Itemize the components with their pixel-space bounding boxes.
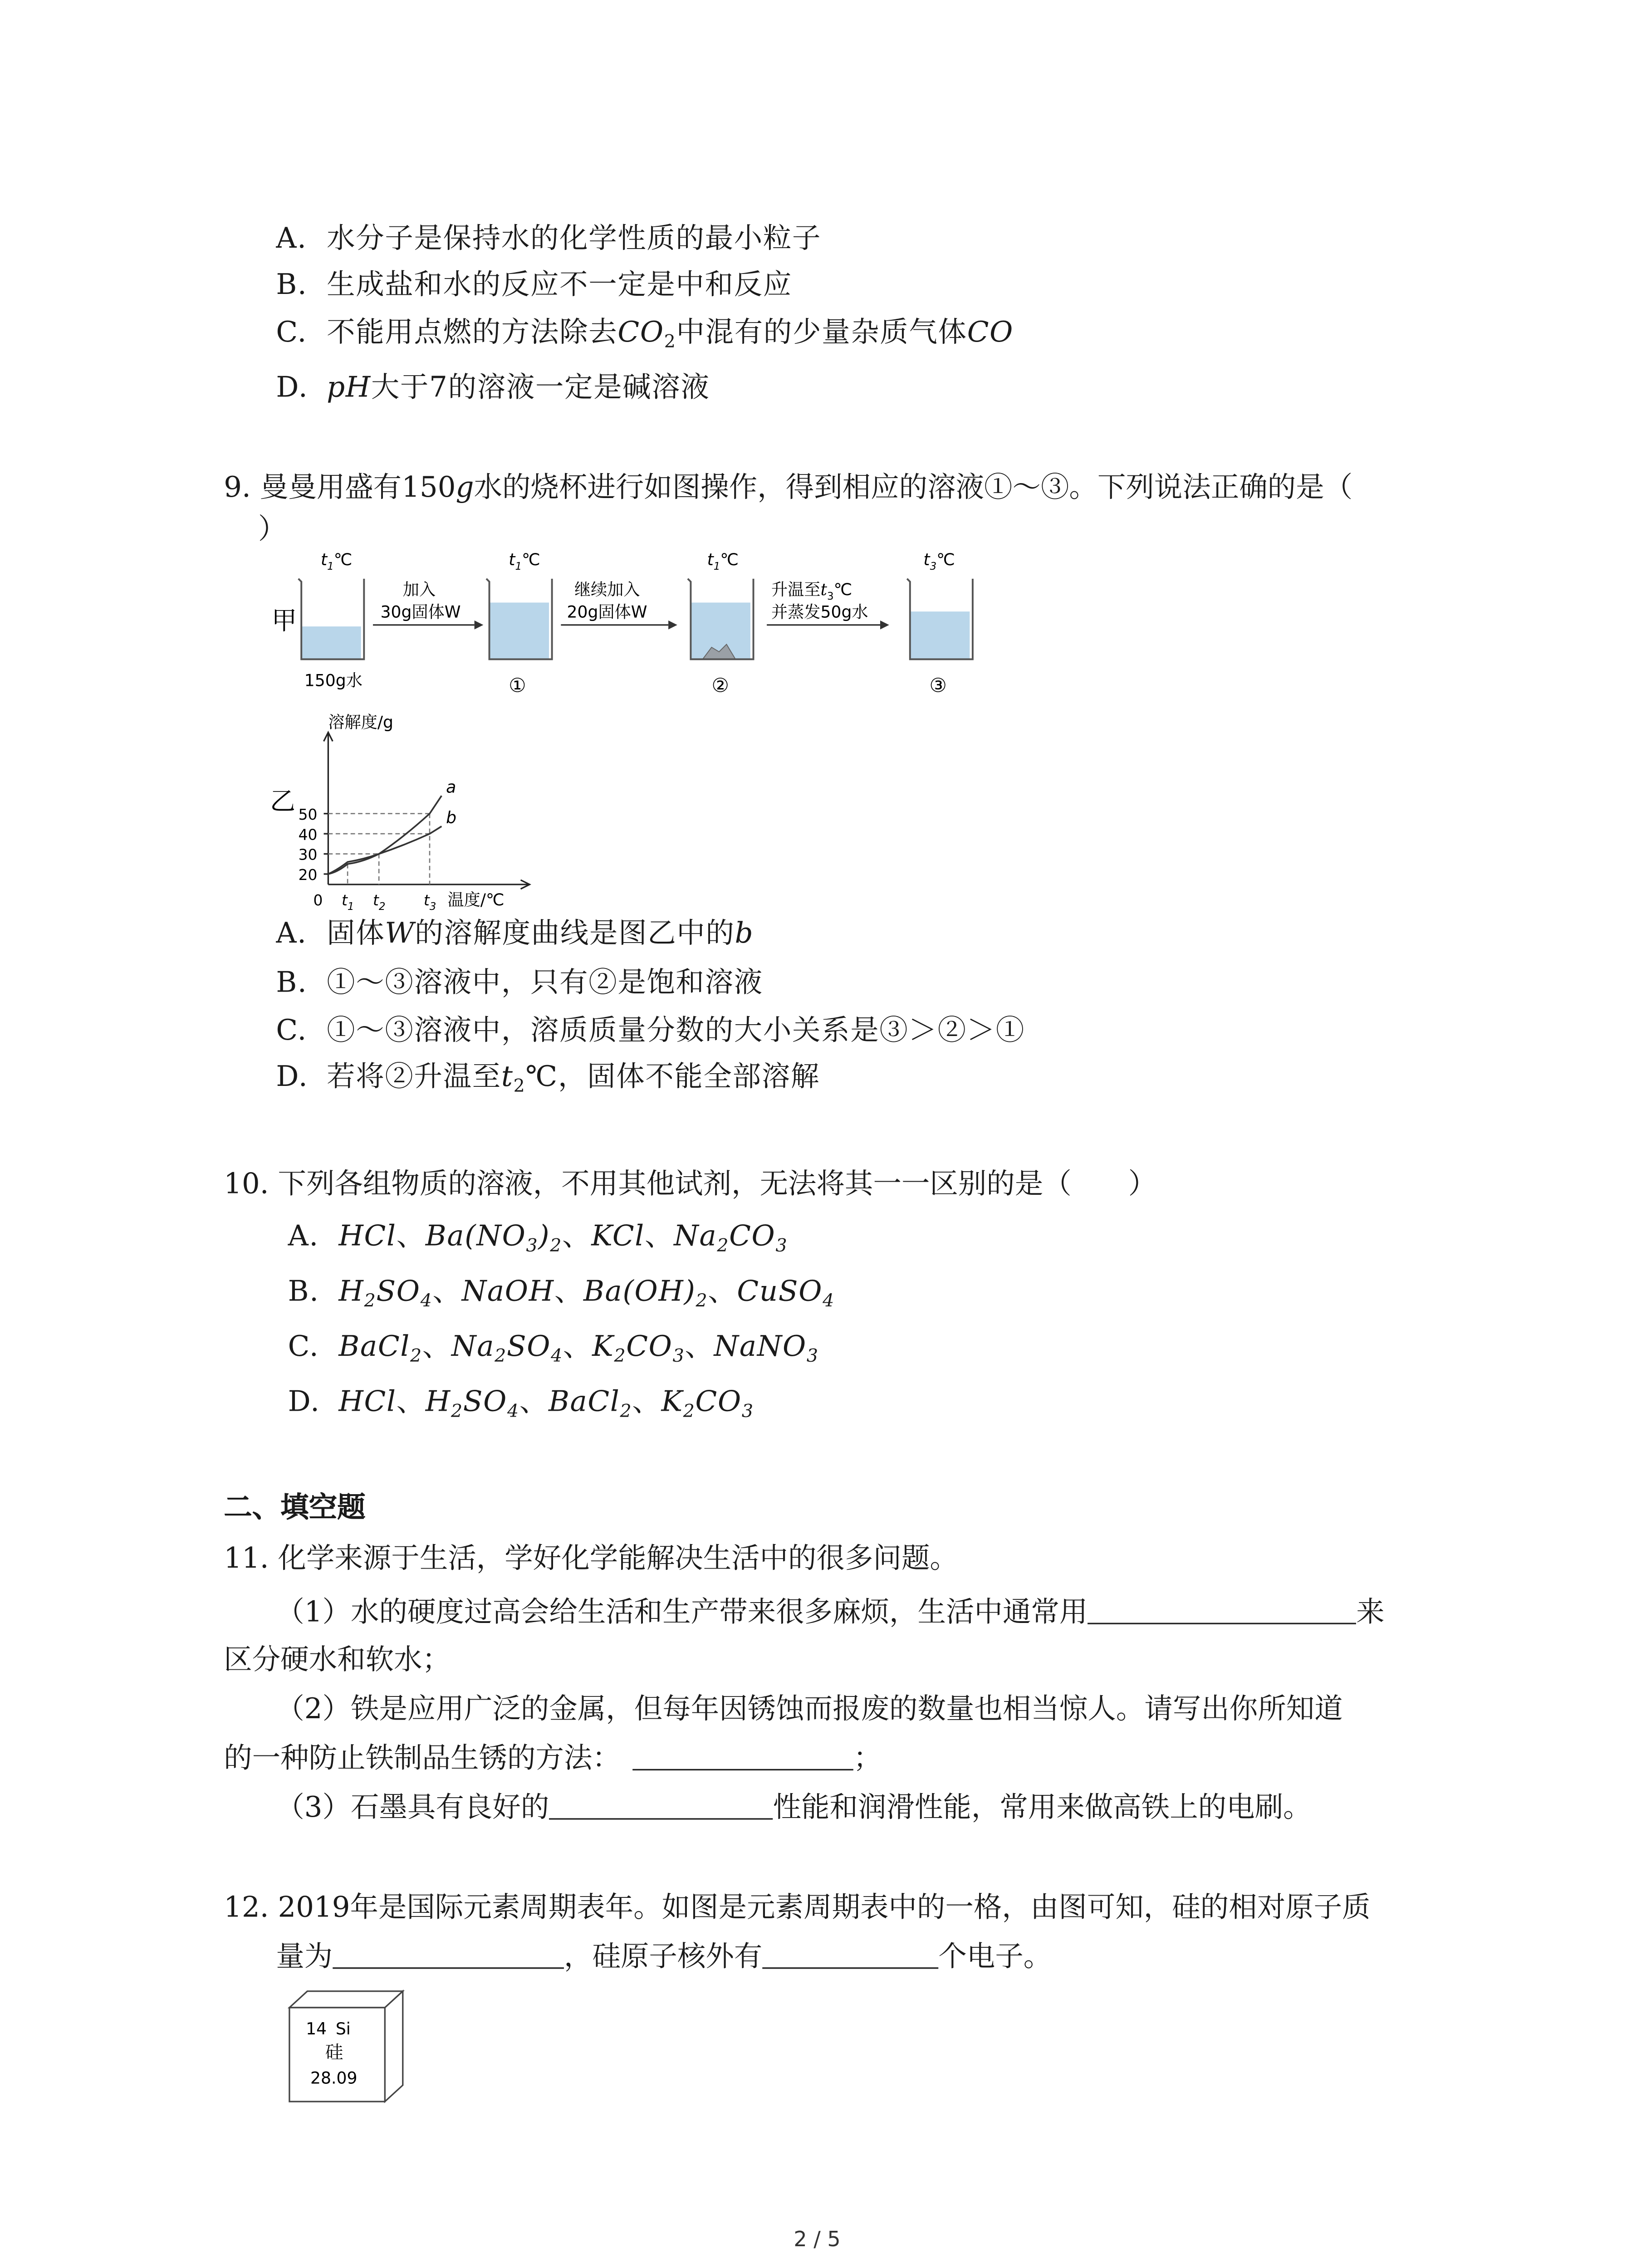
- beaker-solution-1: [486, 550, 552, 697]
- variable: W: [385, 917, 415, 950]
- svg-text:t1℃: $t_1℃$: [509, 550, 540, 573]
- option-text: 固体: [327, 917, 385, 950]
- stem-text: ；: [853, 1742, 882, 1775]
- q12-stem: [224, 1888, 1370, 1927]
- q11-part-2: （2）铁是应用广泛的金属，但每年因锈蚀而报废的数量也相当惊人。请写出你所知道: [276, 1693, 1343, 1726]
- svg-text:t3℃: $t_3℃$: [923, 550, 955, 573]
- option-text: 的溶液一定是碱溶液: [448, 371, 710, 405]
- option-label: B.: [276, 268, 308, 302]
- y-tick-label-40: 40: [298, 826, 318, 844]
- svg-text:t1℃: $t_1℃$: [707, 550, 739, 573]
- beaker-initial: [299, 550, 364, 690]
- step-1-arrow: [373, 580, 483, 630]
- beaker-solution-2: [688, 550, 754, 697]
- answer-blank-4[interactable]: [333, 1941, 564, 1969]
- option-text: 生成盐和水的反应不一定是中和反应: [327, 268, 793, 302]
- curve-label-b: b: [446, 808, 457, 828]
- option-text: 中混有的少量杂质气体: [676, 316, 967, 349]
- q10-option-b: B. $H_2SO_4$、NaOH、$Ba(OH)_2$、CuSO$_4$: [288, 1272, 835, 1320]
- stem-text: 的一种防止铁制品生锈的方法：: [224, 1742, 621, 1775]
- y-tick-label-20: 20: [298, 866, 318, 884]
- q10-option-a: A. HCl、$Ba(NO_3)_2$、KCl、$Na_2CO_3$: [288, 1217, 788, 1265]
- svg-text:30g固体W: 30g固体W: [380, 602, 461, 622]
- stem-text: 曼曼用盛有: [260, 471, 402, 504]
- answer-blank-3[interactable]: [549, 1791, 773, 1819]
- q10-option-c: C. BaCl$_2$、$Na_2SO_4$、$K_2CO_3$、NaNO$_3$: [288, 1327, 819, 1375]
- figure-yi-solubility-chart: [261, 705, 544, 917]
- variable: t: [501, 1060, 514, 1094]
- element-name: 硅: [325, 2042, 343, 2063]
- q8-option-a: [276, 219, 821, 258]
- q11-part-2-cont: [224, 1739, 882, 1778]
- origin-label: 0: [313, 891, 323, 909]
- option-text: ℃，固体不能全部溶解: [525, 1060, 820, 1094]
- q11-part-3: [276, 1789, 1311, 1827]
- q9-option-c: [276, 1011, 1025, 1050]
- svg-text:继续加入: 继续加入: [574, 579, 640, 599]
- q10-option-d: D. HCl、$H_2SO_4$、BaCl$_2$、$K_2CO_3$: [288, 1383, 754, 1430]
- figure-jia: [265, 540, 996, 707]
- stem-text: 水的烧杯进行如图操作，得到相应的溶液①～③。下列说法正确的是（: [474, 471, 1353, 504]
- option-text: ①～③溶液中，溶质质量分数的大小关系是③＞②＞①: [327, 1014, 1025, 1047]
- variable: b: [735, 917, 754, 950]
- x-tick-label-t1: $t_1$: [341, 891, 354, 913]
- svg-text:并蒸发50g水: 并蒸发50g水: [771, 602, 868, 622]
- element-cell-silicon: [284, 1987, 418, 2106]
- option-label: A.: [276, 917, 307, 950]
- q9-option-d: [276, 1057, 820, 1105]
- subscript: 2: [513, 1075, 526, 1096]
- option-label: B.: [288, 1275, 319, 1308]
- answer-blank-5[interactable]: [762, 1941, 938, 1969]
- x-tick-label-t2: $t_2$: [373, 891, 386, 913]
- stem-text: 下列各组物质的溶液，不用其他试剂，无法将其一一区别的是（ ）: [278, 1168, 1157, 1201]
- formula: CO: [617, 316, 664, 349]
- stem-text: 性能和润滑性能，常用来做高铁上的电刷。: [773, 1791, 1312, 1824]
- step-2-arrow: [561, 580, 677, 630]
- y-axis-label: 溶解度/g: [328, 712, 394, 732]
- svg-text:升温至t3℃: 升温至$t_3℃$: [771, 579, 852, 602]
- answer-blank-1[interactable]: [1087, 1596, 1356, 1624]
- question-number: 10.: [224, 1168, 269, 1201]
- stem-text: 来: [1356, 1596, 1385, 1629]
- option-text: 若将②升温至: [327, 1060, 501, 1094]
- unit: g: [456, 471, 474, 504]
- number: 150: [402, 471, 456, 504]
- option-text: 水分子是保持水的化学性质的最小粒子: [327, 222, 822, 255]
- option-text: 的溶解度曲线是图乙中的: [415, 917, 735, 950]
- option-label: B.: [276, 966, 308, 1000]
- solution-3-label: ③: [929, 674, 947, 697]
- atomic-number: 14: [306, 2019, 327, 2039]
- svg-text:20g固体W: 20g固体W: [567, 602, 647, 622]
- q11-stem: [224, 1539, 958, 1578]
- formula: CO: [967, 316, 1014, 349]
- x-tick-label-t3: $t_3$: [423, 891, 436, 913]
- atomic-mass: 28.09: [310, 2068, 358, 2088]
- y-tick-label-50: 50: [298, 805, 318, 823]
- q9-stem-cont: ）: [258, 513, 287, 546]
- q9-stem: [224, 468, 1352, 507]
- beaker-solution-3: [907, 550, 973, 697]
- question-number: 9.: [224, 471, 251, 504]
- y-tick-label-30: 30: [298, 846, 318, 864]
- q9-option-b: [276, 963, 763, 1002]
- option-text: 不能用点燃的方法除去: [327, 316, 618, 349]
- section-title: 二、填空题: [224, 1491, 366, 1525]
- answer-blank-2[interactable]: [632, 1742, 853, 1770]
- stem-text: 2019年是国际元素周期表年。如图是元素周期表中的一格，由图可知，硅的相对原子质: [278, 1891, 1371, 1924]
- option-label: D.: [276, 371, 309, 405]
- option-label: D.: [276, 1060, 309, 1094]
- water-label: 150g水: [304, 670, 362, 690]
- option-label: D.: [288, 1385, 320, 1419]
- q10-stem: [224, 1165, 1156, 1203]
- q11-part-1-cont: 区分硬水和软水；: [224, 1643, 451, 1677]
- svg-text:加入: 加入: [402, 579, 436, 599]
- option-label: A.: [288, 1220, 319, 1253]
- formula: pH: [327, 371, 371, 405]
- svg-text:t1℃: $t_1℃$: [320, 550, 353, 573]
- curve-a: [328, 796, 441, 874]
- q8-option-b: [276, 265, 792, 304]
- q8-option-c: [276, 313, 1014, 361]
- stem-text: ，硅原子核外有: [563, 1940, 763, 1974]
- option-label: A.: [276, 222, 307, 255]
- curve-label-a: a: [446, 777, 456, 797]
- figure-label-yi: 乙: [270, 787, 296, 816]
- stem-text: 个电子。: [938, 1940, 1052, 1974]
- stem-text: 化学来源于生活，学好化学能解决生活中的很多问题。: [278, 1542, 958, 1575]
- page-number: 2 / 5: [794, 2228, 841, 2253]
- option-label: C.: [276, 1014, 308, 1047]
- number: 7: [429, 371, 448, 405]
- q9-option-a: [276, 914, 754, 953]
- question-number: 12.: [224, 1891, 269, 1924]
- step-3-arrow: [767, 580, 889, 630]
- stem-text: 量为: [276, 1940, 333, 1974]
- option-text: 大于: [371, 371, 430, 405]
- x-axis-label: 温度/℃: [447, 890, 505, 909]
- element-symbol: Si: [335, 2019, 351, 2039]
- stem-text: （3）石墨具有良好的: [276, 1791, 549, 1824]
- stem-text: （1）水的硬度过高会给生活和生产带来很多麻烦，生活中通常用: [276, 1596, 1088, 1629]
- option-text: ①～③溶液中，只有②是饱和溶液: [327, 966, 763, 1000]
- option-label: C.: [276, 316, 308, 349]
- q11-part-1: [276, 1593, 1384, 1632]
- q8-option-d: [276, 368, 710, 407]
- option-label: C.: [288, 1330, 319, 1364]
- question-number: 11.: [224, 1542, 269, 1575]
- solution-2-label: ②: [711, 674, 729, 697]
- figure-label-jia: 甲: [271, 606, 297, 636]
- q12-stem-cont: [276, 1937, 1052, 1976]
- solution-1-label: ①: [509, 674, 526, 697]
- subscript: 2: [664, 331, 676, 352]
